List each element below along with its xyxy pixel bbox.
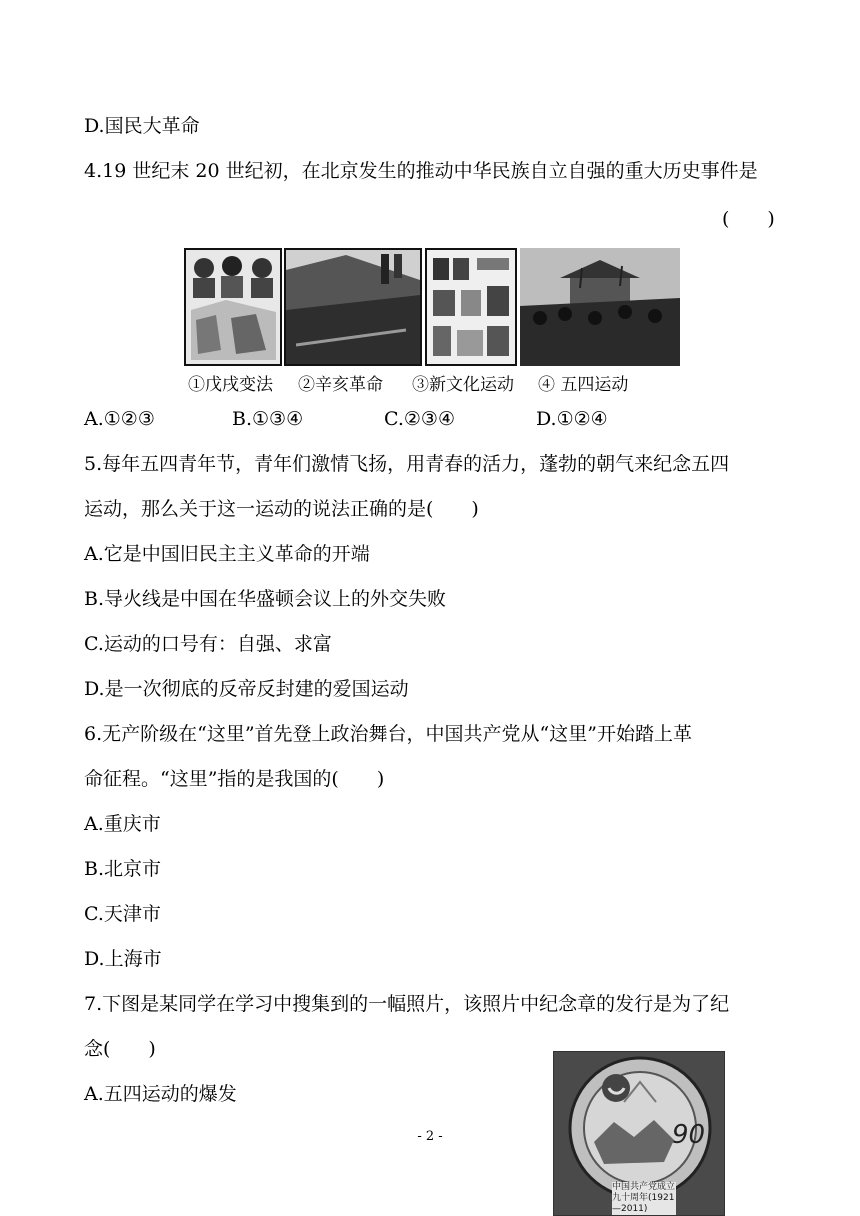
caption-4: ④ 五四运动 <box>538 375 629 395</box>
q4-answer-paren: ( ) <box>722 208 775 230</box>
q7-stem-line1: 7.下图是某同学在学习中搜集到的一幅照片，该照片中纪念章的发行是为了纪 <box>84 993 730 1015</box>
page-number: - 2 - <box>417 1129 443 1144</box>
q5-option-a: A.它是中国旧民主主义革命的开端 <box>84 543 370 565</box>
q4-option-a: A.①②③ <box>84 408 155 430</box>
q5-stem-line2: 运动，那么关于这一运动的说法正确的是( ) <box>84 498 479 520</box>
q5-stem-line1: 5.每年五四青年节，青年们激情飞扬，用青春的活力，蓬勃的朝气来纪念五四 <box>84 453 730 475</box>
photo-wuxu-reform <box>184 248 282 366</box>
q4-stem: 4.19 世纪末 20 世纪初，在北京发生的推动中华民族自立自强的重大历史事件是 <box>84 160 758 182</box>
q6-option-c: C.天津市 <box>84 903 161 925</box>
q6-stem-line1: 6.无产阶级在“这里”首先登上政治舞台，中国共产党从“这里”开始踏上革 <box>84 723 692 745</box>
caption-2: ②辛亥革命 <box>298 375 383 395</box>
caption-3: ③新文化运动 <box>412 375 514 395</box>
badge-number: 90 <box>672 1120 706 1150</box>
caption-1: ①戊戌变法 <box>188 375 273 395</box>
q7-stem-line2: 念( ) <box>84 1038 156 1060</box>
badge-text: 中国共产党成立九十周年(1921—2011) <box>612 1182 676 1214</box>
photo-new-culture-movement <box>425 248 517 366</box>
q5-option-b: B.导火线是中国在华盛顿会议上的外交失败 <box>84 588 447 610</box>
q4-option-c: C.②③④ <box>384 408 455 430</box>
q6-option-b: B.北京市 <box>84 858 162 880</box>
q4-option-b: B.①③④ <box>232 408 304 430</box>
q4-figure <box>184 248 680 398</box>
photo-xinhai-revolution <box>284 248 422 366</box>
q6-stem-line2: 命征程。“这里”指的是我国的( ) <box>84 768 385 790</box>
q5-option-c: C.运动的口号有：自强、求富 <box>84 633 332 655</box>
q7-option-a: A.五四运动的爆发 <box>84 1083 237 1105</box>
q5-option-d: D.是一次彻底的反帝反封建的爱国运动 <box>84 678 409 700</box>
q6-option-d: D.上海市 <box>84 948 162 970</box>
q6-option-a: A.重庆市 <box>84 813 161 835</box>
q3-option-d: D.国民大革命 <box>84 115 200 137</box>
photo-may-fourth-movement <box>520 248 680 366</box>
q4-option-d: D.①②④ <box>536 408 608 430</box>
